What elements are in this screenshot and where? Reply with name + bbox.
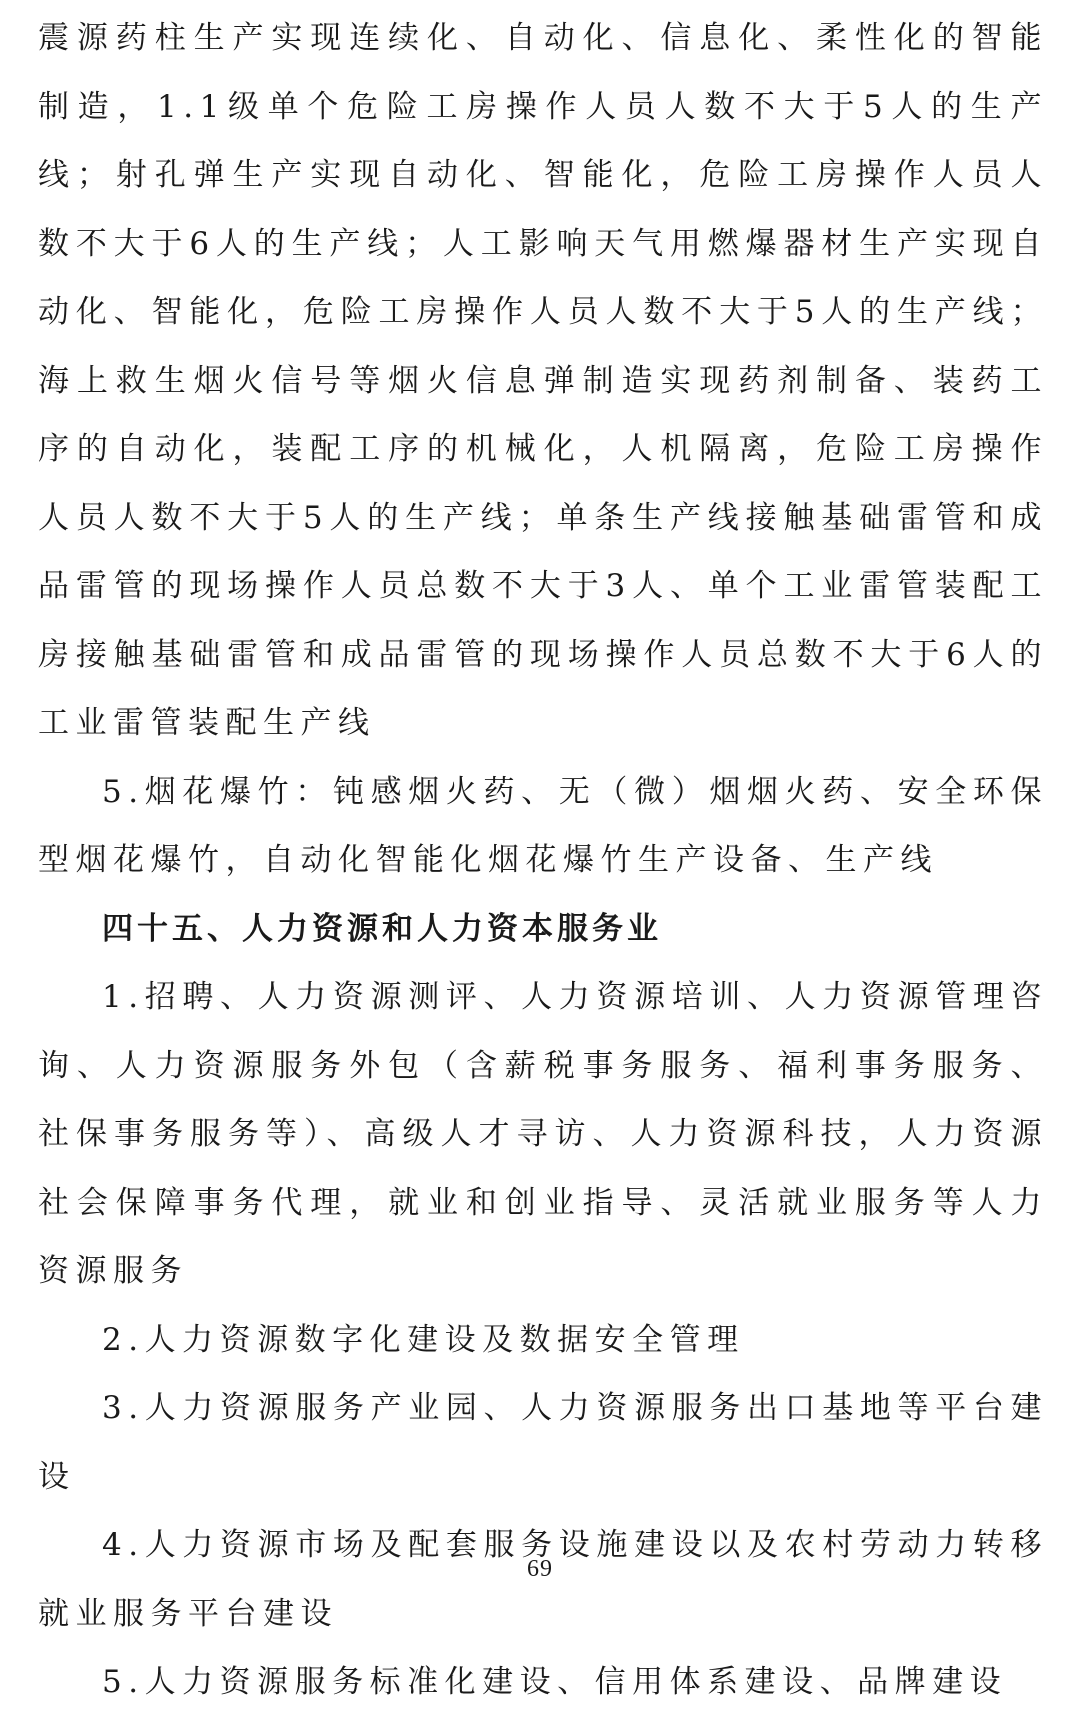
- paragraph-hr-item-5: 5.人力资源服务标准化建设、信用体系建设、品牌建设: [102, 1664, 1008, 1700]
- page-number: 69: [527, 1556, 553, 1582]
- document-body: [38, 4, 1048, 1717]
- paragraph-detonator-production: 震源药柱生产实现连续化、自动化、信息化、柔性化的智能制造，1.1级单个危险工房操作人员人数不大于5人的生产线；射孔弹生产实现自动化、智能化，危险工房操作人员人数不大于6人的生产线；人工影响天气用燃爆器材生产实现自动化、智能化，危险工房操作人员人数不大于5人的生产线；海上救生烟火信号等烟火信息弹制造实现药剂制备、装药工序的自动化，装配工序的机械化，人机隔离，危险工房操作人员人数不大于5人的生产线；单条生产线接触基础雷管和成品雷管的现场操作人员总数不大于3人、单个工业雷管装配工房接触基础雷管和成品雷管的现场操作人员总数不大于6人的工业雷管装配生产线: [38, 20, 1048, 741]
- paragraph-hr-item-1: 1.招聘、人力资源测评、人力资源培训、人力资源管理咨询、人力资源服务外包（含薪税事务服务、福利事务服务、社保事务服务等）、高级人才寻访、人力资源科技，人力资源社会保障事务代理，就业和创业指导、灵活就业服务等人力资源服务: [38, 979, 1048, 1289]
- paragraph-hr-item-2: 2.人力资源数字化建设及数据安全管理: [102, 1321, 745, 1358]
- section-heading-hr-services: 四十五、人力资源和人力资本服务业: [102, 910, 662, 947]
- paragraph-fireworks: 5.烟花爆竹：钝感烟火药、无（微）烟烟火药、安全环保型烟花爆竹，自动化智能化烟花爆竹生产设备、生产线: [38, 773, 1048, 878]
- paragraph-hr-item-3: 3.人力资源服务产业园、人力资源服务出口基地等平台建设: [38, 1390, 1048, 1495]
- paragraph-hr-item-4: 4.人力资源市场及配套服务设施建设以及农村劳动力转移就业服务平台建设: [38, 1527, 1048, 1632]
